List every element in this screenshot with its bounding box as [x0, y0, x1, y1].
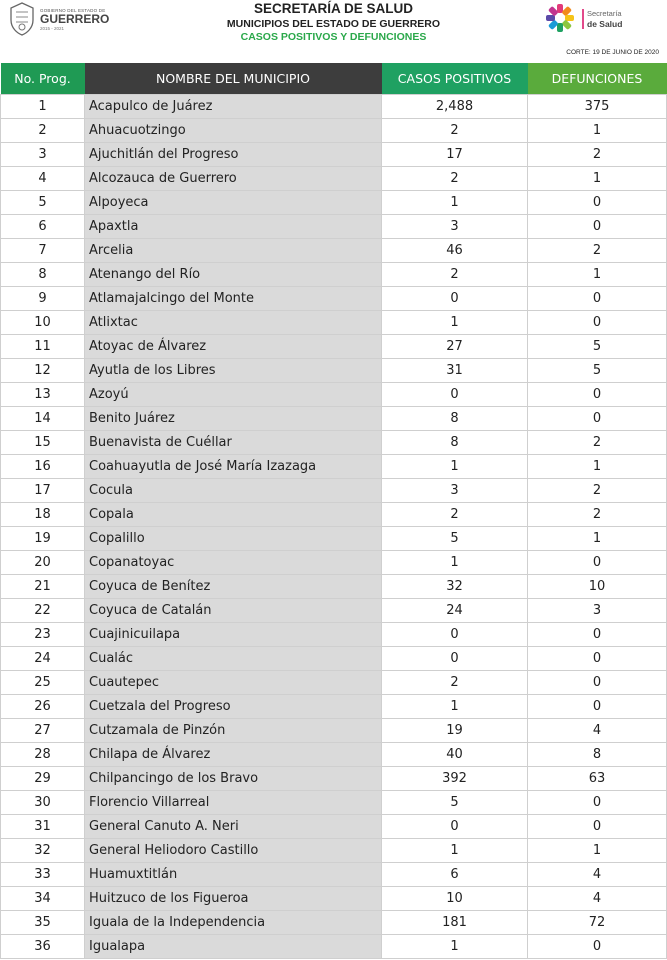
positive-cases: 1 [382, 455, 528, 479]
deaths-count: 4 [528, 887, 667, 911]
deaths-count: 0 [528, 287, 667, 311]
positive-cases: 2,488 [382, 95, 528, 119]
municipality-name: Atlamajalcingo del Monte [85, 287, 382, 311]
table-row [1, 719, 667, 743]
municipality-name: Ahuacuotzingo [85, 119, 382, 143]
deaths-count: 10 [528, 575, 667, 599]
deaths-count: 5 [528, 335, 667, 359]
municipality-name: Cuautepec [85, 671, 382, 695]
page-header [0, 0, 667, 64]
row-number: 28 [1, 743, 85, 767]
municipality-name: Cuajinicuilapa [85, 623, 382, 647]
deaths-count: 1 [528, 119, 667, 143]
positive-cases: 2 [382, 119, 528, 143]
table-row [1, 143, 667, 167]
row-number: 13 [1, 383, 85, 407]
row-number: 35 [1, 911, 85, 935]
table-row [1, 239, 667, 263]
municipality-name: Huamuxtitlán [85, 863, 382, 887]
deaths-count: 1 [528, 527, 667, 551]
deaths-count: 0 [528, 551, 667, 575]
row-number: 7 [1, 239, 85, 263]
municipality-name: Ajuchitlán del Progreso [85, 143, 382, 167]
row-number: 15 [1, 431, 85, 455]
row-number: 36 [1, 935, 85, 959]
positive-cases: 0 [382, 815, 528, 839]
deaths-count: 1 [528, 167, 667, 191]
gov-logo-years: 2015 - 2021 [40, 26, 65, 31]
table-row [1, 575, 667, 599]
table-row [1, 887, 667, 911]
positive-cases: 2 [382, 263, 528, 287]
deaths-count: 0 [528, 311, 667, 335]
municipality-name: Coyuca de Catalán [85, 599, 382, 623]
positive-cases: 0 [382, 287, 528, 311]
positive-cases: 181 [382, 911, 528, 935]
gov-logo-name: GUERRERO [40, 12, 110, 26]
row-number: 32 [1, 839, 85, 863]
positive-cases: 1 [382, 311, 528, 335]
column-header-no: No. Prog. [1, 63, 85, 95]
municipality-name: Atenango del Río [85, 263, 382, 287]
positive-cases: 8 [382, 407, 528, 431]
table-row [1, 287, 667, 311]
municipality-name: Atoyac de Álvarez [85, 335, 382, 359]
column-header-deaths: DEFUNCIONES [528, 63, 667, 95]
deaths-count: 2 [528, 503, 667, 527]
table-row [1, 647, 667, 671]
row-number: 14 [1, 407, 85, 431]
deaths-count: 8 [528, 743, 667, 767]
deaths-count: 0 [528, 935, 667, 959]
table-row [1, 455, 667, 479]
deaths-count: 4 [528, 719, 667, 743]
deaths-count: 2 [528, 479, 667, 503]
salud-flower-icon [543, 3, 577, 33]
deaths-count: 4 [528, 863, 667, 887]
municipality-name: Huitzuco de los Figueroa [85, 887, 382, 911]
deaths-count: 2 [528, 143, 667, 167]
table-row [1, 671, 667, 695]
positive-cases: 10 [382, 887, 528, 911]
deaths-count: 0 [528, 623, 667, 647]
row-number: 33 [1, 863, 85, 887]
positive-cases: 19 [382, 719, 528, 743]
row-number: 2 [1, 119, 85, 143]
positive-cases: 32 [382, 575, 528, 599]
positive-cases: 46 [382, 239, 528, 263]
deaths-count: 0 [528, 647, 667, 671]
municipality-name: Azoyú [85, 383, 382, 407]
municipality-name: Iguala de la Independencia [85, 911, 382, 935]
municipality-name: Copala [85, 503, 382, 527]
row-number: 16 [1, 455, 85, 479]
table-row [1, 359, 667, 383]
row-number: 27 [1, 719, 85, 743]
municipality-name: Coyuca de Benítez [85, 575, 382, 599]
municipality-name: Cocula [85, 479, 382, 503]
row-number: 5 [1, 191, 85, 215]
municipality-name: Apaxtla [85, 215, 382, 239]
municipality-name: Igualapa [85, 935, 382, 959]
municipalities-table [0, 63, 667, 959]
municipality-name: Ayutla de los Libres [85, 359, 382, 383]
municipality-name: Atlixtac [85, 311, 382, 335]
table-row [1, 95, 667, 119]
municipality-name: Arcelia [85, 239, 382, 263]
deaths-count: 0 [528, 695, 667, 719]
column-header-name: NOMBRE DEL MUNICIPIO [85, 63, 382, 95]
table-row [1, 503, 667, 527]
municipality-name: Chilapa de Álvarez [85, 743, 382, 767]
row-number: 8 [1, 263, 85, 287]
deaths-count: 2 [528, 239, 667, 263]
table-row [1, 263, 667, 287]
positive-cases: 5 [382, 527, 528, 551]
table-row [1, 767, 667, 791]
table-row [1, 191, 667, 215]
table-row [1, 863, 667, 887]
municipality-name: Cutzamala de Pinzón [85, 719, 382, 743]
deaths-count: 1 [528, 263, 667, 287]
row-number: 30 [1, 791, 85, 815]
row-number: 3 [1, 143, 85, 167]
positive-cases: 1 [382, 551, 528, 575]
table-row [1, 311, 667, 335]
positive-cases: 392 [382, 767, 528, 791]
table-row [1, 815, 667, 839]
table-row [1, 935, 667, 959]
municipality-name: Chilpancingo de los Bravo [85, 767, 382, 791]
deaths-count: 0 [528, 791, 667, 815]
deaths-count: 0 [528, 215, 667, 239]
page-subtitle: MUNICIPIOS DEL ESTADO DE GUERRERO [226, 18, 441, 30]
row-number: 19 [1, 527, 85, 551]
deaths-count: 72 [528, 911, 667, 935]
deaths-count: 375 [528, 95, 667, 119]
deaths-count: 2 [528, 431, 667, 455]
table-row [1, 335, 667, 359]
row-number: 20 [1, 551, 85, 575]
municipality-name: Alpoyeca [85, 191, 382, 215]
table-row [1, 407, 667, 431]
secretaria-salud-logo [543, 3, 661, 33]
deaths-count: 1 [528, 839, 667, 863]
table-row [1, 551, 667, 575]
deaths-count: 0 [528, 671, 667, 695]
deaths-count: 0 [528, 815, 667, 839]
page-subtitle-green: CASOS POSITIVOS Y DEFUNCIONES [240, 31, 427, 43]
table-row [1, 383, 667, 407]
positive-cases: 1 [382, 839, 528, 863]
table-row [1, 479, 667, 503]
table-row [1, 695, 667, 719]
positive-cases: 2 [382, 671, 528, 695]
municipality-name: Copanatoyac [85, 551, 382, 575]
deaths-count: 5 [528, 359, 667, 383]
municipality-name: Cuetzala del Progreso [85, 695, 382, 719]
cutoff-date: CORTE: 19 DE JUNIO DE 2020 [566, 49, 659, 56]
positive-cases: 0 [382, 623, 528, 647]
table-row [1, 431, 667, 455]
deaths-count: 0 [528, 383, 667, 407]
municipality-name: General Canuto A. Neri [85, 815, 382, 839]
municipality-name: Alcozauca de Guerrero [85, 167, 382, 191]
row-number: 11 [1, 335, 85, 359]
gov-logo-small-text: GOBIERNO DEL ESTADO DE [40, 8, 106, 13]
table-row [1, 911, 667, 935]
municipality-name: Acapulco de Juárez [85, 95, 382, 119]
municipality-name: Buenavista de Cuéllar [85, 431, 382, 455]
positive-cases: 3 [382, 479, 528, 503]
table-body [1, 95, 667, 959]
row-number: 25 [1, 671, 85, 695]
deaths-count: 0 [528, 191, 667, 215]
row-number: 17 [1, 479, 85, 503]
table-row [1, 599, 667, 623]
table-row [1, 119, 667, 143]
row-number: 31 [1, 815, 85, 839]
row-number: 34 [1, 887, 85, 911]
row-number: 18 [1, 503, 85, 527]
row-number: 23 [1, 623, 85, 647]
page-title: SECRETARÍA DE SALUD [253, 1, 413, 16]
row-number: 24 [1, 647, 85, 671]
table-header-row [1, 63, 667, 95]
positive-cases: 2 [382, 167, 528, 191]
municipality-name: Florencio Villarreal [85, 791, 382, 815]
municipality-name: Copalillo [85, 527, 382, 551]
logo-divider [582, 9, 584, 29]
row-number: 21 [1, 575, 85, 599]
positive-cases: 31 [382, 359, 528, 383]
row-number: 6 [1, 215, 85, 239]
deaths-count: 63 [528, 767, 667, 791]
municipality-name: Benito Juárez [85, 407, 382, 431]
ss-logo-small-text: Secretaría [587, 9, 622, 18]
table-row [1, 743, 667, 767]
deaths-count: 3 [528, 599, 667, 623]
deaths-count: 0 [528, 407, 667, 431]
table-row [1, 527, 667, 551]
column-header-cases: CASOS POSITIVOS [382, 63, 528, 95]
row-number: 26 [1, 695, 85, 719]
positive-cases: 8 [382, 431, 528, 455]
deaths-count: 1 [528, 455, 667, 479]
ss-logo-big-text: de Salud [587, 19, 623, 29]
positive-cases: 3 [382, 215, 528, 239]
table-row [1, 167, 667, 191]
positive-cases: 5 [382, 791, 528, 815]
positive-cases: 1 [382, 935, 528, 959]
table-row [1, 623, 667, 647]
table-row [1, 839, 667, 863]
positive-cases: 0 [382, 647, 528, 671]
positive-cases: 1 [382, 695, 528, 719]
municipality-name: Cualác [85, 647, 382, 671]
row-number: 1 [1, 95, 85, 119]
positive-cases: 1 [382, 191, 528, 215]
row-number: 12 [1, 359, 85, 383]
row-number: 9 [1, 287, 85, 311]
table-row [1, 215, 667, 239]
positive-cases: 40 [382, 743, 528, 767]
municipality-name: General Heliodoro Castillo [85, 839, 382, 863]
municipality-name: Coahuayutla de José María Izazaga [85, 455, 382, 479]
table-row [1, 791, 667, 815]
positive-cases: 24 [382, 599, 528, 623]
positive-cases: 17 [382, 143, 528, 167]
positive-cases: 27 [382, 335, 528, 359]
positive-cases: 0 [382, 383, 528, 407]
positive-cases: 6 [382, 863, 528, 887]
row-number: 10 [1, 311, 85, 335]
positive-cases: 2 [382, 503, 528, 527]
row-number: 29 [1, 767, 85, 791]
row-number: 22 [1, 599, 85, 623]
row-number: 4 [1, 167, 85, 191]
